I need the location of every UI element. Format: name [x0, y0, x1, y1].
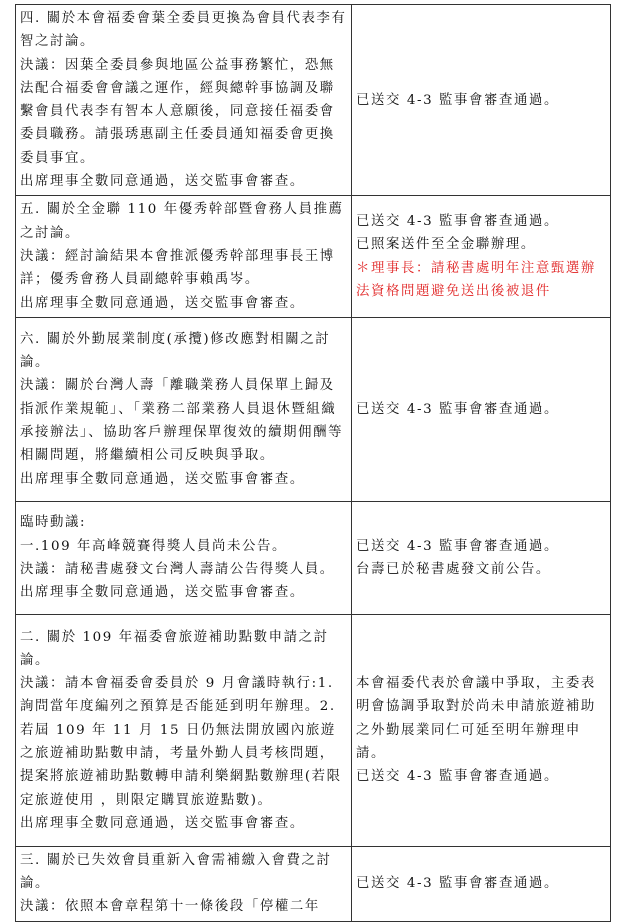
status-cell: [352, 317, 611, 501]
status-cell: [352, 614, 611, 846]
motion-cell: [16, 317, 352, 501]
status-text: 已送交 4-3 監事會審查通過。: [356, 876, 559, 892]
motion-resolution: 決議：依照本會章程第十一條後段「停權二年: [20, 899, 320, 915]
status-cell: [352, 846, 611, 921]
status-text: 已送交 4-3 監事會審查通過。: [356, 401, 559, 417]
motion-resolution: 決議：請秘書處發文台灣人壽請公告得獎人員。: [20, 561, 335, 577]
status-text: 已送交 4-3 監事會審查通過。: [356, 92, 559, 108]
motion-title: 六. 關於外勤展業制度(承攬)修改應對相關之討論。: [20, 331, 331, 371]
motion-cell: [16, 501, 352, 614]
motion-title: 三. 關於已失效會員重新入會需補繳入會費之討論。: [20, 852, 332, 892]
motion-vote: 出席理事全數同意通過，送交監事會審查。: [20, 471, 305, 487]
motion-cell: [16, 5, 352, 196]
status-text: 本會福委代表於會議中爭取，主委表明會協調爭取對於尚未申請旅遊補助之外勤展業同仁可延至明年辦理申請。: [356, 676, 596, 761]
chairman-note: ＊理事長：請秘書處明年注意甄選辦法資格問題避免送出後被退件: [356, 260, 596, 299]
motion-resolution: 決議：因葉全委員參與地區公益事務繁忙，恐無法配合福委會會議之運作，經與總幹事協調及聯繫會員代表李有智本人意願後，同意接任福委會委員職務。請張琇惠副主任委員通知福委會更換委員事宜。: [20, 57, 335, 166]
motion-resolution: 決議：請本會福委會委員於 9 月會議時執行:1.詢問當年度編列之預算是否能延到明年辦理。2.若屆 109 年 11 月 15 日仍無法開放國內旅遊之旅遊補助點數申請，考量外勤人員考核問題，提案將旅遊補助點數轉申請利樂網點數辦理(若限定旅遊使用 ，則限定購買旅遊點數)。: [20, 676, 342, 808]
motion-vote: 出席理事全數同意通過，送交監事會審查。: [20, 815, 305, 831]
table-row: [16, 196, 611, 317]
table-row: [16, 846, 611, 921]
motion-vote: 出席理事全數同意通過，送交監事會審查。: [20, 295, 305, 311]
status-text: 已送交 4-3 監事會審查通過。: [356, 214, 559, 230]
motion-cell: [16, 846, 352, 921]
motion-vote: 出席理事全數同意通過，送交監事會審查。: [20, 174, 305, 190]
minutes-table: [15, 4, 611, 922]
motion-title: 二. 關於 109 年福委會旅遊補助點數申請之討論。: [20, 629, 329, 668]
table-row: [16, 614, 611, 846]
status-text: 已送交 4-3 監事會審查通過。: [356, 769, 559, 785]
motion-title: 五. 關於全金聯 110 年優秀幹部暨會務人員推薦之討論。: [20, 202, 344, 241]
table-row: [16, 317, 611, 501]
status-text: 已送交 4-3 監事會審查通過。: [356, 538, 559, 554]
table-row: [16, 501, 611, 614]
motion-resolution: 決議：經討論結果本會推派優秀幹部理事長王博詳；優秀會務人員副總幹事賴禹岑。: [20, 248, 335, 288]
motion-title: 一.109 年高峰競賽得獎人員尚未公告。: [20, 538, 287, 554]
table-row: [16, 5, 611, 196]
motion-cell: [16, 614, 352, 846]
motion-resolution: 決議：關於台灣人壽「離職業務人員保單上歸及指派作業規範」、「業務二部業務人員退休暨組織承接辦法」、協助客戶辦理保單復效的續期佣酬等相關問題，將繼續相公司反映與爭取。: [20, 378, 344, 464]
status-cell: [352, 501, 611, 614]
status-text: 台壽已於秘書處發文前公告。: [356, 561, 551, 577]
motion-cell: [16, 196, 352, 317]
motion-title: 四. 關於本會福委會葉全委員更換為會員代表李有智之討論。: [20, 11, 347, 50]
extempore-heading: 臨時動議:: [20, 515, 87, 531]
status-text: 已照案送件至全金聯辦理。: [356, 237, 536, 253]
status-cell: [352, 5, 611, 196]
status-cell: [352, 196, 611, 317]
motion-vote: 出席理事全數同意通過，送交監事會審查。: [20, 585, 305, 601]
